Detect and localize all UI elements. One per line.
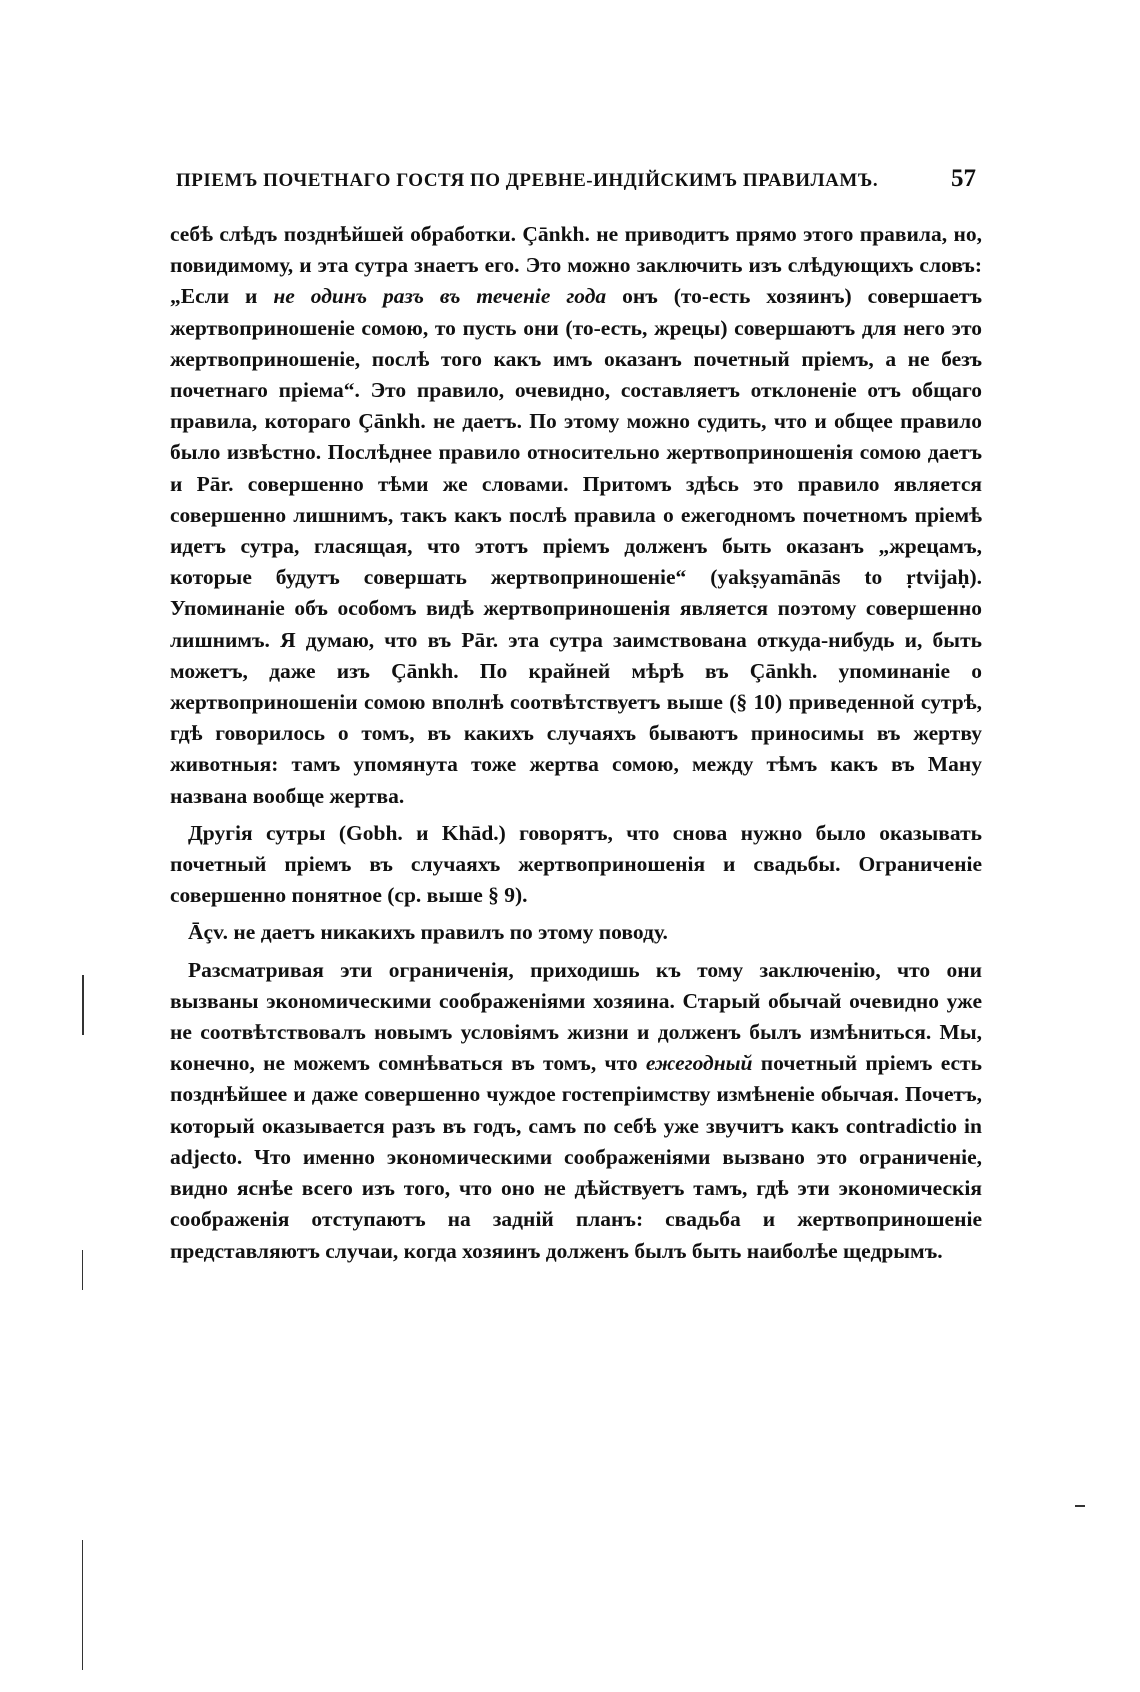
- running-title: ПРІЕМЪ ПОЧЕТНАГО ГОСТЯ ПО ДРЕВНЕ-ИНДІЙСКИМЪ ПРАВИЛАМЪ.: [176, 170, 879, 191]
- page-number: 57: [951, 165, 976, 192]
- paragraph-4-italic: ежегодный: [645, 1051, 753, 1076]
- paragraph-4: [170, 955, 982, 1267]
- paragraph-1-italic: не одинъ разъ въ теченіе года: [273, 284, 607, 309]
- paragraph-4-part-b: почетный пріемъ есть позднѣйшее и даже совершенно чуждое гостепріимству измѣненіе обычая. Почетъ, который оказывается разъ въ годъ, самъ по себѣ уже звучитъ какъ contradictio in adjecto. Что именно экономическими соображеніями вызвано это ограниченіе, видно яснѣе всего изъ того, что оно не дѣйствуетъ тамъ, гдѣ эти экономическія соображенія отступаютъ на задній планъ: свадьба и жертвоприношеніе представляютъ случаи, когда хозяинъ долженъ былъ быть наиболѣе щедрымъ.: [170, 1051, 982, 1263]
- scan-edge-mark: [82, 975, 84, 1035]
- running-head: [176, 165, 976, 205]
- paragraph-2: Другія сутры (Gobh. и Khād.) говорятъ, что снова нужно было оказывать почетный пріемъ въ случаяхъ жертвоприношенія и свадьбы. Ограниченіе совершенно понятное (ср. выше § 9).: [170, 820, 982, 908]
- paragraph-1: [170, 219, 982, 812]
- scan-edge-mark: [1075, 1505, 1085, 1507]
- scan-edge-mark: [82, 1250, 83, 1290]
- paragraph-3: Āçv. не даетъ никакихъ правилъ по этому поводу.: [188, 920, 668, 945]
- paragraph-1-part-b: онъ (то-есть хозяинъ) совершаетъ жертвоприношеніе сомою, то пусть они (то-есть, жрецы) совершаютъ для него это жертвоприношеніе, послѣ того какъ имъ оказанъ почетный пріемъ, а не безъ почетнаго пріема“. Это правило, очевидно, составляетъ отклоненіе отъ общаго правила, котораго Çānkh. не даетъ. По этому можно судить, что и общее правило было извѣстно. Послѣднее правило относительно жертвоприношенія сомою даетъ и Pār. совершенно тѣми же словами. Притомъ здѣсь это правило является совершенно лишнимъ, такъ какъ послѣ правила о ежегодномъ почетномъ пріемѣ идетъ сутра, гласящая, что этотъ пріемъ долженъ быть оказанъ „жрецамъ, которые будутъ совершать жертвоприношеніе“ (yakṣyamānās to ṛtvijaḥ). Упоминаніе объ особомъ видѣ жертвоприношенія является поэтому совершенно лишнимъ. Я думаю, что въ Pār. эта сутра заимствована откуда-нибудь и, быть можетъ, даже изъ Çānkh. По крайней мѣрѣ въ Çānkh. упоминаніе о жертвоприношеніи сомою вполнѣ соотвѣтствуетъ выше (§ 10) приведенной сутрѣ, гдѣ говорилось о томъ, въ какихъ случаяхъ бываютъ приносимы въ жертву животныя: тамъ упомянута тоже жертва сомою, между тѣмъ какъ въ Ману названа вообще жертва.: [170, 284, 982, 808]
- scan-edge-mark: [82, 1540, 83, 1670]
- body-text: [170, 219, 982, 1273]
- paragraph-1-part-a: себѣ слѣдъ позднѣйшей обработки. Çānkh. не приводитъ прямо этого правила, но, повидимому, и эта сутра знаетъ его. Это можно заключить изъ слѣдующихъ словъ: „Если и: [170, 222, 982, 309]
- paragraph-4-part-a: Разсматривая эти ограниченія, приходишь къ тому заключенію, что они вызваны экономическими соображеніями хозяина. Старый обычай очевидно уже не соотвѣтствовалъ новымъ условіямъ жизни и долженъ былъ измѣниться. Мы, конечно, не можемъ сомнѣваться въ томъ, что: [170, 957, 982, 1076]
